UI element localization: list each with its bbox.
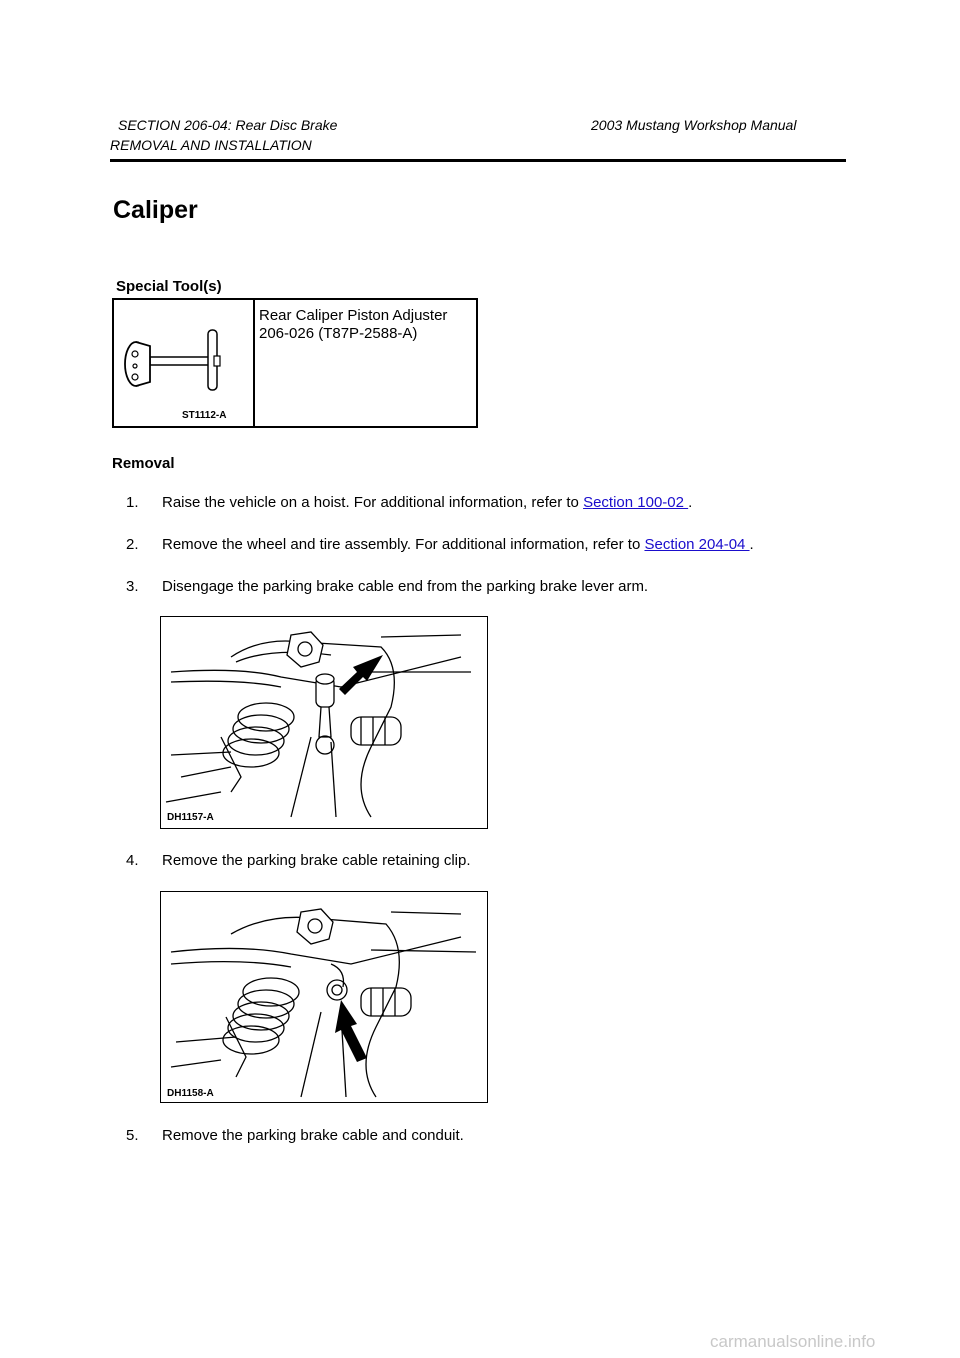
tool-image-label: ST1112-A [182,410,227,421]
section-204-04-link[interactable]: Section 204-04 [644,536,750,553]
special-tools-table [112,298,478,428]
page-title: Caliper [113,196,198,224]
special-tools-label: Special Tool(s) [116,278,222,295]
section-100-02-link[interactable]: Section 100-02 [583,494,689,511]
tool-name: Rear Caliper Piston Adjuster [259,307,448,324]
step-4: 4. Remove the parking brake cable retaining clip. [126,852,471,869]
manual-title: 2003 Mustang Workshop Manual [591,117,797,133]
step-5: 5. Remove the parking brake cable and conduit. [126,1127,464,1144]
header-rule [110,159,846,162]
step-1: 1. Raise the vehicle on a hoist. For additional information, refer to Section 100-02 . [126,494,693,511]
figure-dh1158 [160,891,488,1103]
tool-illustration [114,300,255,426]
step-2: 2. Remove the wheel and tire assembly. For additional information, refer to Section 204-04 . [126,536,754,553]
subsection-header: REMOVAL AND INSTALLATION [110,137,312,153]
section-header: SECTION 206-04: Rear Disc Brake [118,117,338,133]
figure-1-label: DH1157-A [167,812,214,823]
watermark: carmanualsonline.info [710,1332,876,1351]
figure-2-label: DH1158-A [167,1088,214,1099]
figure-dh1157 [160,616,488,829]
tool-description [259,307,447,343]
tool-part-number: 206-026 (T87P-2588-A) [259,325,418,342]
removal-heading: Removal [112,455,175,472]
step-3: 3. Disengage the parking brake cable end from the parking brake lever arm. [126,578,649,595]
